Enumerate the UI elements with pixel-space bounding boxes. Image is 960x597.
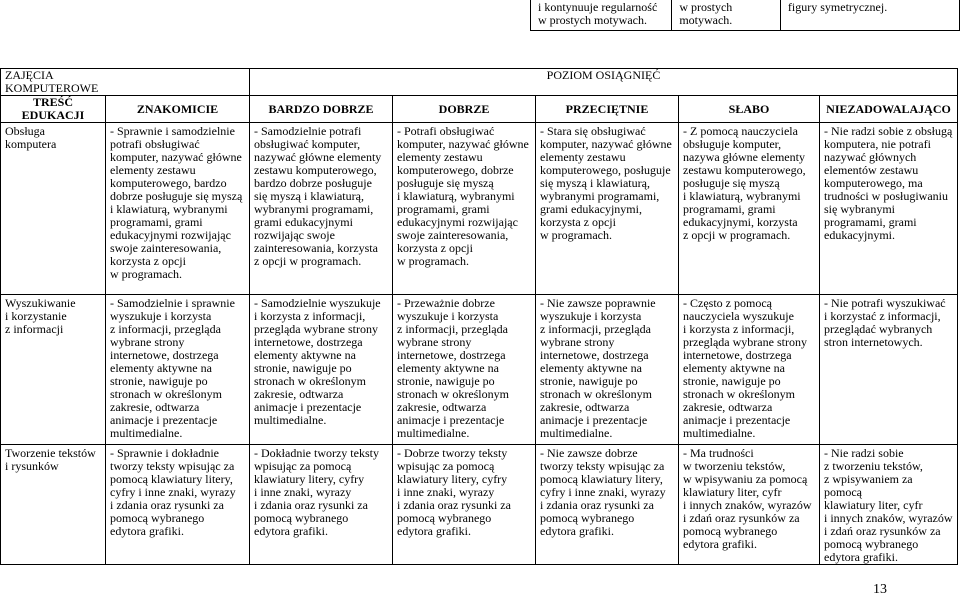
fragment-cell-2: w prostych motywach.	[672, 0, 781, 31]
table-cell: - Samodzielnie wyszukuje i korzysta z informacji, przegląda wybrane strony internetowe, dostrzega elementy aktywne na stronie, nawiguje po stronach w określonym zakresie, odtwarza animacje i prezentacje multimedialne.	[250, 295, 393, 445]
table-cell: - Z pomocą nauczyciela obsługuje komputer, nazywa główne elementy zestawu komputerowego, posługuje się myszą i klawiaturą, wybranymi programami, grami edukacyjnymi, korzysta z opcji w programach.	[679, 123, 820, 295]
level-slabo: SŁABO	[679, 96, 820, 123]
table-cell: - Samodzielnie potrafi obsługiwać komputer, nazywać główne elementy zestawu komputerowego, bardzo dobrze posługuje się myszą i klawiaturą, wybranymi programami, grami edukacyjnymi rozwijając swoje zainteresowania, korzysta z opcji w programach.	[250, 123, 393, 295]
header-tresc: TREŚĆ EDUKACJI	[1, 96, 106, 123]
header-row-1	[1, 69, 958, 96]
table-cell: - Sprawnie i dokładnie tworzy teksty wpisując za pomocą klawiatury litery, cyfry i inne znaki, wyrazy i zdania oraz rysunki za pomocą wybranego edytora grafiki.	[106, 445, 250, 565]
previous-table-fragment	[530, 0, 960, 31]
table-row	[1, 295, 958, 445]
table-cell: - Często z pomocą nauczyciela wyszukuje i korzysta z informacji, przegląda wybrane strony internetowe, dostrzega elementy aktywne na stronie, nawiguje po stronach w określonym zakresie, odtwarza animacje i prezentacje multimedialne.	[679, 295, 820, 445]
table-cell: - Nie zawsze poprawnie wyszukuje i korzysta z informacji, przegląda wybrane strony internetowe, dostrzega elementy aktywne na stronie, nawiguje po stronach w określonym zakresie, odtwarza animacje i prezentacje multimedialne.	[536, 295, 679, 445]
page-number: 13	[873, 582, 887, 597]
table-cell: - Nie zawsze dobrze tworzy teksty wpisując za pomocą klawiatury litery, cyfry i inne znaki, wyrazy i zdania oraz rysunki za pomocą wybranego edytora grafiki.	[536, 445, 679, 565]
table-cell: - Dokładnie tworzy teksty wpisując za pomocą klawiatury litery, cyfry i inne znaki, wyrazy i zdania oraz rysunki za pomocą wybranego edytora grafiki.	[250, 445, 393, 565]
table-row	[1, 445, 958, 565]
fragment-cell-3: figury symetrycznej.	[780, 0, 959, 31]
grading-table	[0, 68, 958, 565]
table-cell: - Nie radzi sobie z obsługą komputera, nie potrafi nazywać głównych elementów zestawu komputerowego, ma trudności w posługiwaniu się wybranymi programami, grami edukacyjnymi.	[820, 123, 958, 295]
level-dobrze: DOBRZE	[393, 96, 536, 123]
category-cell: Tworzenie tekstów i rysunków	[1, 445, 106, 565]
table-cell: - Nie potrafi wyszukiwać i korzystać z informacji, przeglądać wybranych stron internetowych.	[820, 295, 958, 445]
table-cell: - Nie radzi sobie z tworzeniu tekstów, z wpisywaniem za pomocą klawiatury liter, cyfr i innych znaków, wyrazów i zdań oraz rysunków za pomocą wybranego edytora grafiki.	[820, 445, 958, 565]
level-znakomicie: ZNAKOMICIE	[106, 96, 250, 123]
table-cell: - Ma trudności w tworzeniu tekstów, w wpisywaniu za pomocą klawiatury liter, cyfr i innych znaków, wyrazów i zdań oraz rysunków za pomocą wybranego edytora grafiki.	[679, 445, 820, 565]
table-cell: - Potrafi obsługiwać komputer, nazywać główne elementy zestawu komputerowego, dobrze posługuje się myszą i klawiaturą, wybranymi programami, grami edukacyjnymi rozwijając swoje zainteresowania, korzysta z opcji w programach.	[393, 123, 536, 295]
category-cell: Wyszukiwanie i korzystanie z informacji	[1, 295, 106, 445]
table-cell: - Samodzielnie i sprawnie wyszukuje i korzysta z informacji, przegląda wybrane strony internetowe, dostrzega elementy aktywne na stronie, nawiguje po stronach w określonym zakresie, odtwarza animacje i prezentacje multimedialne.	[106, 295, 250, 445]
level-bardzo-dobrze: BARDZO DOBRZE	[250, 96, 393, 123]
table-cell: - Stara się obsługiwać komputer, nazywać główne elementy zestawu komputerowego, posługuje się myszą i klawiaturą, wybranymi programami, grami edukacyjnymi, korzysta z opcji w programach.	[536, 123, 679, 295]
previous-table-row	[531, 0, 960, 31]
table-cell: - Sprawnie i samodzielnie potrafi obsługiwać komputer, nazywać główne elementy zestawu komputerowego, bardzo dobrze posługuje się myszą i klawiaturą, wybranymi programami, grami edukacyjnymi rozwijając swoje zainteresowania, korzysta z opcji w programach.	[106, 123, 250, 295]
table-row	[1, 123, 958, 295]
header-spacer	[106, 69, 250, 96]
fragment-cell-1: i kontynuuje regularność w prostych motywach.	[531, 0, 672, 31]
level-przecietnie: PRZECIĘTNIE	[536, 96, 679, 123]
table-cell: - Dobrze tworzy teksty wpisując za pomocą klawiatury litery, cyfry i inne znaki, wyrazy i zdania oraz rysunki za pomocą wybranego edytora grafiki.	[393, 445, 536, 565]
header-poziom: POZIOM OSIĄGNIĘĆ	[250, 69, 958, 96]
table-cell: - Przeważnie dobrze wyszukuje i korzysta z informacji, przegląda wybrane strony internetowe, dostrzega elementy aktywne na stronie, nawiguje po stronach w określonym zakresie, odtwarza animacje i prezentacje multimedialne.	[393, 295, 536, 445]
header-row-2	[1, 96, 958, 123]
category-cell: Obsługa komputera	[1, 123, 106, 295]
header-zajecia: ZAJĘCIA KOMPUTEROWE	[1, 69, 106, 96]
level-niezadowalajaco: NIEZADOWALAJĄCO	[820, 96, 958, 123]
